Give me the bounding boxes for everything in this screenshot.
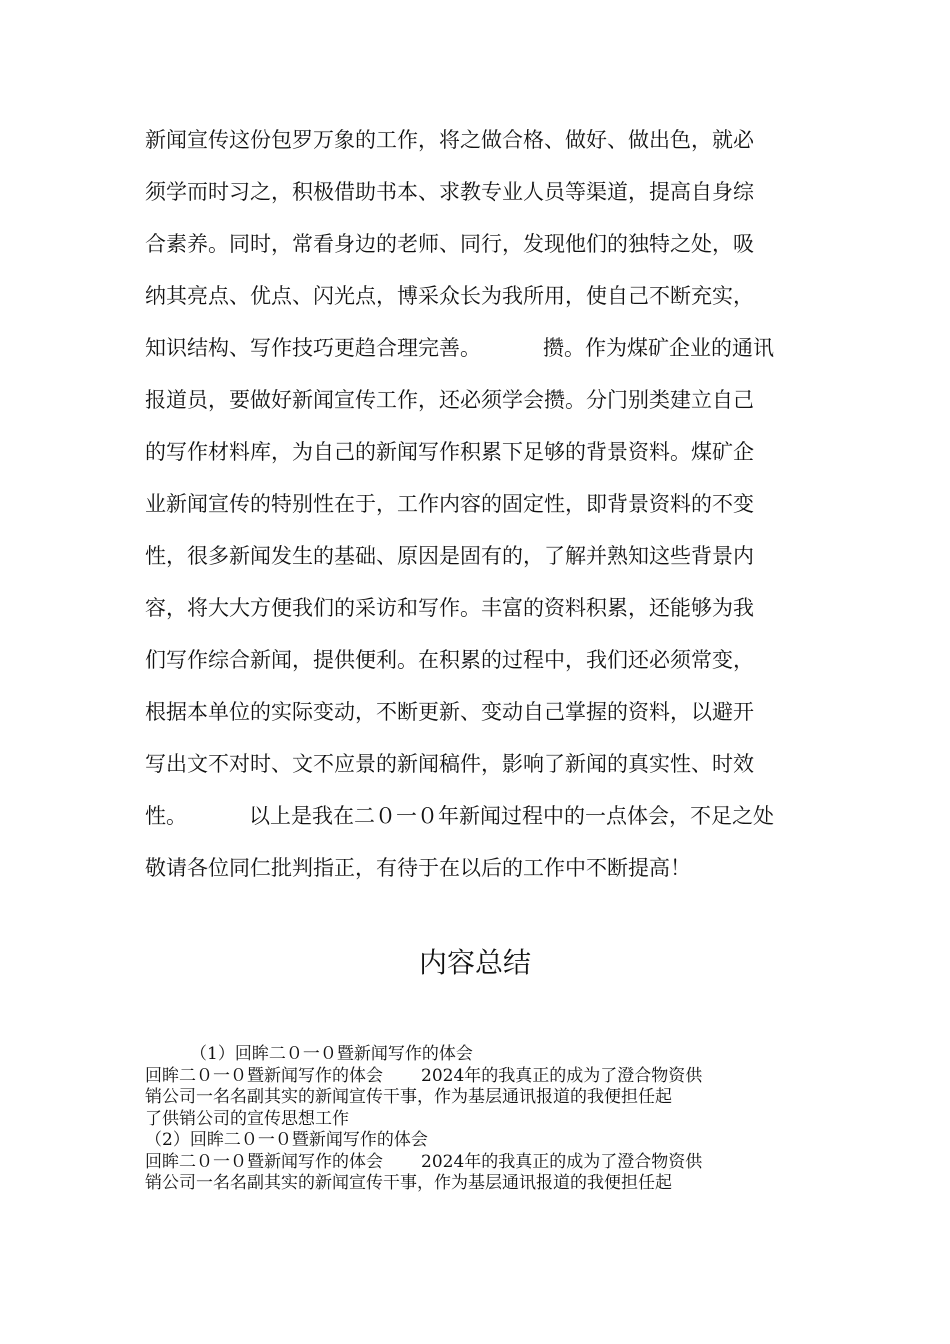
body-line-12: 根据本单位的实际变动，不断更新、变动自己掌握的资料，以避开: [145, 700, 754, 724]
summary-item-2-line-1-a: 回眸二０一０暨新闻写作的体会: [145, 1151, 383, 1172]
body-line-13: 写出文不对时、文不应景的新闻稿件，影响了新闻的真实性、时效: [145, 752, 754, 776]
body-line-14: [145, 790, 810, 842]
body-line-5-part-b: 攒。作为煤矿企业的通讯: [543, 336, 774, 360]
body-line-3: 合素养。同时，常看身边的老师、同行，发现他们的独特之处，吸: [145, 232, 754, 256]
summary-item-1-line-1-b: 2024年的我真正的成为了澄合物资供: [421, 1065, 703, 1086]
summary-title: 内容总结: [418, 946, 531, 979]
summary-item-2-line-2: 销公司一名名副其实的新闻宣传干事，作为基层通讯报道的我便担任起: [145, 1173, 672, 1193]
summary-item-1-heading: （1）回眸二０一０暨新闻写作的体会: [190, 1044, 473, 1064]
body-paragraph: [145, 114, 810, 894]
body-line-4: 纳其亮点、优点、闪光点，博采众长为我所用，使自己不断充实，: [145, 284, 754, 308]
body-line-10: 容，将大大方便我们的采访和写作。丰富的资料积累，还能够为我: [145, 596, 754, 620]
body-line-7: 的写作材料库，为自己的新闻写作积累下足够的背景资料。煤矿企: [145, 440, 754, 464]
body-line-2: 须学而时习之，积极借助书本、求教专业人员等渠道，提高自身综: [145, 180, 754, 204]
summary-item-1-line-1: [145, 1066, 825, 1088]
body-line-9: 性，很多新闻发生的基础、原因是固有的，了解并熟知这些背景内: [145, 544, 754, 568]
body-line-15: 敬请各位同仁批判指正，有待于在以后的工作中不断提高！: [145, 856, 691, 880]
body-line-1: 新闻宣传这份包罗万象的工作，将之做合格、做好、做出色，就必: [145, 128, 754, 152]
summary-item-1-line-2: 销公司一名名副其实的新闻宣传干事，作为基层通讯报道的我便担任起: [145, 1087, 672, 1107]
summary-item-2-line-1-b: 2024年的我真正的成为了澄合物资供: [421, 1151, 703, 1172]
summary-item-1-line-1-a: 回眸二０一０暨新闻写作的体会: [145, 1065, 383, 1086]
body-line-8: 业新闻宣传的特别性在于，工作内容的固定性，即背景资料的不变: [145, 492, 754, 516]
body-line-14-part-a: 性。: [145, 804, 187, 828]
body-line-5: [145, 322, 810, 374]
body-line-5-part-a: 知识结构、写作技巧更趋合理完善。: [145, 336, 481, 360]
summary-item-2-heading: （2）回眸二０一０暨新闻写作的体会: [145, 1130, 428, 1150]
summary-item-1-line-3: 了供销公司的宣传思想工作: [145, 1108, 349, 1129]
summary-item-2-line-1: [145, 1152, 825, 1174]
body-line-11: 们写作综合新闻，提供便利。在积累的过程中，我们还必须常变，: [145, 648, 754, 672]
body-line-6: 报道员，要做好新闻宣传工作，还必须学会攒。分门别类建立自己: [145, 388, 754, 412]
summary-section: [145, 1044, 825, 1195]
body-line-14-part-b: 以上是我在二０一０年新闻过程中的一点体会，不足之处: [249, 804, 774, 828]
